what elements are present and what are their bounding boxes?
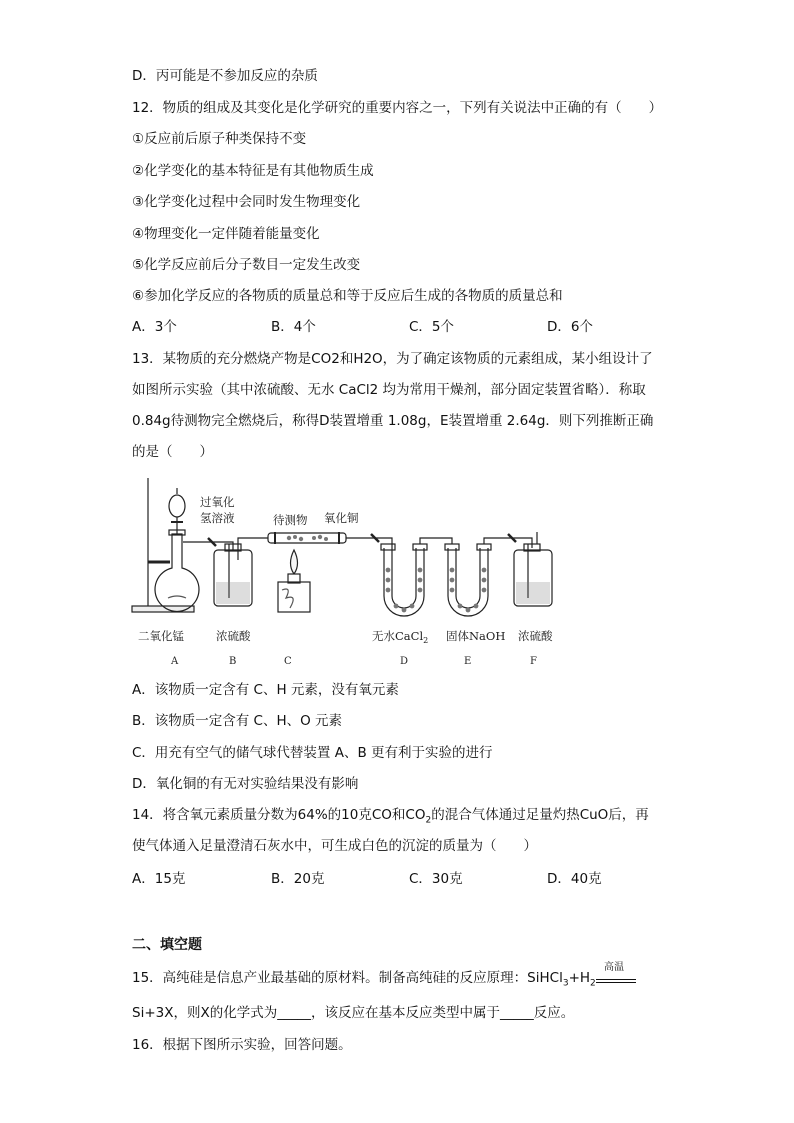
q12-option-b: B．4个	[271, 319, 316, 335]
letter-e: E	[464, 656, 472, 667]
q12-stem: 12．物质的组成及其变化是化学研究的重要内容之一，下列有关说法中正确的有（ ）	[132, 100, 663, 116]
q13-stem-line-4: 的是（ ）	[132, 444, 213, 460]
q11-option-d: D．丙可能是不参加反应的杂质	[132, 68, 318, 84]
q12-statement-1: ①反应前后原子种类保持不变	[132, 131, 307, 147]
letter-f: F	[530, 656, 537, 667]
letter-d: D	[400, 656, 409, 667]
q14-stem-line-1: 14．将含氧元素质量分数为64%的10克CO和$CO_2$的混合气体通过足量灼热CuO后，再	[132, 807, 649, 826]
label-naoh: 固体NaOH	[446, 629, 506, 643]
q15-line-1: 15．高纯硅是信息产业最基础的原材料。制备高纯硅的反应原理：$SiHCl_3+H_2$	[132, 970, 596, 989]
q14-option-b: B．20克	[271, 871, 325, 887]
letter-c: C	[284, 656, 292, 667]
q13-stem-line-1: 13．某物质的充分燃烧产物是CO2和H2O，为了确定该物质的元素组成，某小组设计了	[132, 351, 653, 367]
q12-statement-6: ⑥参加化学反应的各物质的质量总和等于反应后生成的各物质的质量总和	[132, 288, 563, 304]
equation-bar-bottom	[596, 982, 636, 983]
q13-option-d: D．氧化铜的有无对实验结果没有影响	[132, 776, 359, 792]
equation-bar-top	[596, 979, 636, 980]
q14-option-d: D．40克	[547, 871, 602, 887]
q12-statement-4: ④物理变化一定伴随着能量变化	[132, 226, 320, 242]
q16-stem: 16．根据下图所示实验，回答问题。	[132, 1037, 352, 1053]
q13-stem-line-3: 0.84g待测物完全燃烧后，称得D装置增重 1.08g，E装置增重 2.64g．则下列推断正确	[132, 413, 654, 429]
q12-statement-3: ③化学变化过程中会同时发生物理变化	[132, 194, 361, 210]
q12-option-d: D．6个	[547, 319, 593, 335]
q12-option-a: A．3个	[132, 319, 177, 335]
reaction-condition: 高温	[604, 962, 624, 973]
letter-b: B	[229, 656, 237, 667]
label-conc-h2so4-f: 浓硫酸	[518, 629, 553, 643]
q14-stem-line-2: 使气体通入足量澄清石灰水中，可生成白色的沉淀的质量为（ ）	[132, 838, 537, 854]
apparatus-figure	[128, 470, 568, 670]
q12-statement-5: ⑤化学反应前后分子数目一定发生改变	[132, 257, 361, 273]
q12-option-c: C．5个	[409, 319, 455, 335]
label-cacl2: 无水CaCl$_2$	[372, 629, 429, 645]
q14-option-c: C．30克	[409, 871, 463, 887]
q13-stem-line-2: 如图所示实验（其中浓硫酸、无水 CaCl2 均为常用干燥剂，部分固定装置省略）．称取	[132, 382, 646, 398]
letter-a: A	[171, 656, 179, 667]
label-conc-h2so4-b: 浓硫酸	[216, 629, 251, 643]
q13-option-b: B．该物质一定含有 C、H、O 元素	[132, 713, 343, 729]
section-title: 二、填空题	[132, 937, 202, 953]
label-copper-oxide: 氧化铜	[324, 511, 359, 525]
label-mno2: 二氧化锰	[138, 629, 184, 643]
label-hydrogen-peroxide-1: 过氧化	[200, 495, 235, 509]
q15-line-2: Si+3X，则X的化学式为_____，该反应在基本反应类型中属于_____反应。	[132, 1005, 575, 1021]
q13-option-a: A．该物质一定含有 C、H 元素，没有氧元素	[132, 682, 399, 698]
q13-option-c: C．用充有空气的储气球代替装置 A、B 更有利于实验的进行	[132, 745, 493, 761]
label-hydrogen-peroxide-2: 氢溶液	[200, 511, 235, 525]
q14-option-a: A．15克	[132, 871, 186, 887]
q12-statement-2: ②化学变化的基本特征是有其他物质生成	[132, 163, 374, 179]
label-test-substance: 待测物	[273, 513, 308, 527]
